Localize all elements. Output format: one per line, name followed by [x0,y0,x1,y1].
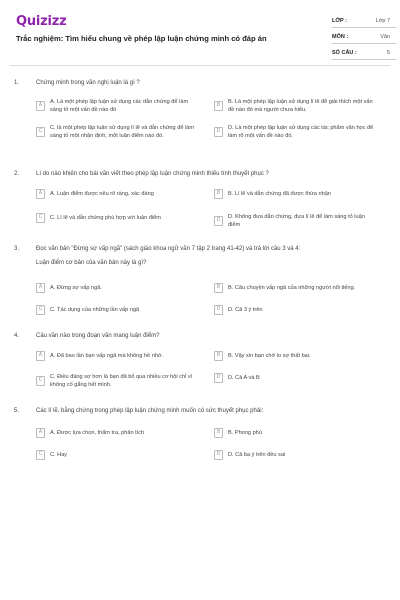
option-text: A. Đừng sợ vấp ngã. [50,284,102,291]
question-2 [14,171,386,229]
question-text: Câu văn nào trong đoạn văn mang luận điểm? [36,333,160,339]
option-letter-box: A [36,283,45,293]
question-number: 2. [14,171,20,177]
option-c[interactable] [36,305,198,315]
page-title: Trắc nghiệm: Tìm hiểu chung về phép lập luận chứng minh có đáp án [16,34,267,43]
option-c[interactable] [36,213,198,223]
question-number: 1. [14,80,20,86]
option-letter-box: D [214,216,223,226]
option-text: D. Cả A và B [228,374,260,381]
question-text: Các lí lẽ, bằng chứng trong phép lập luận chứng minh muốn có sức thuyết phục phải: [36,408,264,414]
question-number: 3. [14,246,20,252]
option-letter-box: C [36,450,45,460]
question-number: 5. [14,408,20,414]
option-letter-box: B [214,283,223,293]
option-a[interactable] [36,283,198,293]
option-text: D. Cả ba ý trên đều sai [228,451,286,458]
option-letter-box: B [214,428,223,438]
option-text: C. Lí lẽ và dẫn chứng phù hợp với luận điểm [50,214,161,221]
option-b[interactable] [214,428,376,438]
option-text: D. Không đưa dẫn chứng, đưa lí lẽ để làm sáng tỏ luận điểm [228,214,365,229]
option-a[interactable] [36,189,198,199]
option-c[interactable] [36,450,198,460]
question-subtext: Luận điểm cơ bản của văn bản này là gì? [36,260,147,266]
option-text: B. Phong phú [228,429,262,436]
option-text: B. Vậy xin bạn chớ lo sợ thất bại. [228,352,311,359]
option-letter-box: B [214,101,223,111]
question-text: Đọc văn bản "Đừng sợ vấp ngã" (sách giáo khoa ngữ văn 7 tập 2 trang 41-42) và trả lời câu 3 và 4: [36,246,301,252]
meta-grade [332,14,396,28]
option-a[interactable] [36,428,198,438]
option-letter-box: A [36,351,45,361]
meta-value: Văn [380,33,390,40]
meta-subject [332,30,396,44]
question-4 [14,333,386,389]
option-text: D. Là một phép lập luận sử dụng các tác phẩm văn học để làm rõ một vấn đề nào đó. [228,125,374,140]
option-text: B. Là một phép lập luận sử dụng lí lẽ để giải thích một vấn đề nào đó mà người chưa hiểu. [228,99,373,114]
option-d[interactable] [214,450,376,460]
meta-label: LỚP : [332,17,347,24]
option-text: C. Tác dụng của những lần vấp ngã [50,306,140,313]
option-letter-box: C [36,213,45,223]
option-text: A. Luận điểm được nêu rõ ràng, xác đáng [50,190,154,197]
option-text: D. Cả 3 ý trên [228,306,263,313]
worksheet-header [10,8,390,60]
option-letter-box: C [36,376,45,386]
option-letter-box: D [214,127,223,137]
option-text: A. Được lựa chọn, thẩm tra, phân tích [50,429,145,436]
option-d[interactable] [214,373,376,383]
option-text: B. Lí lẽ và dẫn chứng đã được thừa nhận [228,190,331,197]
option-b[interactable] [214,351,376,361]
option-text: B. Câu chuyện vấp ngã của những người nổi tiếng. [228,284,356,291]
meta-label: MÔN : [332,33,349,40]
option-letter-box: B [214,351,223,361]
option-b[interactable] [214,283,388,293]
question-3 [14,246,386,313]
option-b[interactable] [214,189,376,199]
header-divider [10,65,390,66]
question-text: Lí do nào khiến cho bài văn viết theo phép lập luận chứng minh thiếu tính thuyết phục ? [36,171,269,177]
option-letter-box: D [214,450,223,460]
worksheet-meta [332,14,396,62]
option-letter-box: A [36,189,45,199]
option-letter-box: B [214,189,223,199]
meta-value: Lớp 7 [375,17,390,24]
option-letter-box: C [36,127,45,137]
quizizz-logo: Quizizz [16,14,67,29]
meta-question-count [332,46,396,60]
question-5 [14,408,386,458]
option-text: A. Đã bao lần bạn vấp ngã mà không hề nhớ. [50,352,164,359]
option-a[interactable] [36,98,198,114]
option-text: C. Điều đáng sợ hơn là bạn đã bỏ qua nhiều cơ hội chỉ vì không cố gắng hết mình. [50,374,193,389]
option-text: A. Là một phép lập luận sử dụng các dẫn chứng để làm sáng tỏ một vấn đề nào đó [50,99,189,114]
option-text: C. là một phép lập luận sử dụng lí lẽ và dẫn chứng để làm sáng tỏ một nhận định, một luận điểm nào đó. [50,125,195,140]
option-c[interactable] [36,124,198,140]
question-text: Chứng minh trong văn nghị luận là gì ? [36,80,140,86]
option-c[interactable] [36,373,198,389]
meta-value: 5 [386,49,390,56]
option-a[interactable] [36,351,198,361]
option-d[interactable] [214,305,376,315]
option-letter-box: A [36,428,45,438]
option-letter-box: C [36,305,45,315]
option-letter-box: D [214,305,223,315]
option-letter-box: A [36,101,45,111]
option-b[interactable] [214,98,376,114]
meta-label: SỐ CÂU : [332,49,357,56]
option-letter-box: D [214,373,223,383]
question-1 [14,80,386,140]
option-d[interactable] [214,124,376,140]
option-text: C. Hay [50,451,68,458]
question-number: 4. [14,333,20,339]
option-d[interactable] [214,213,376,229]
